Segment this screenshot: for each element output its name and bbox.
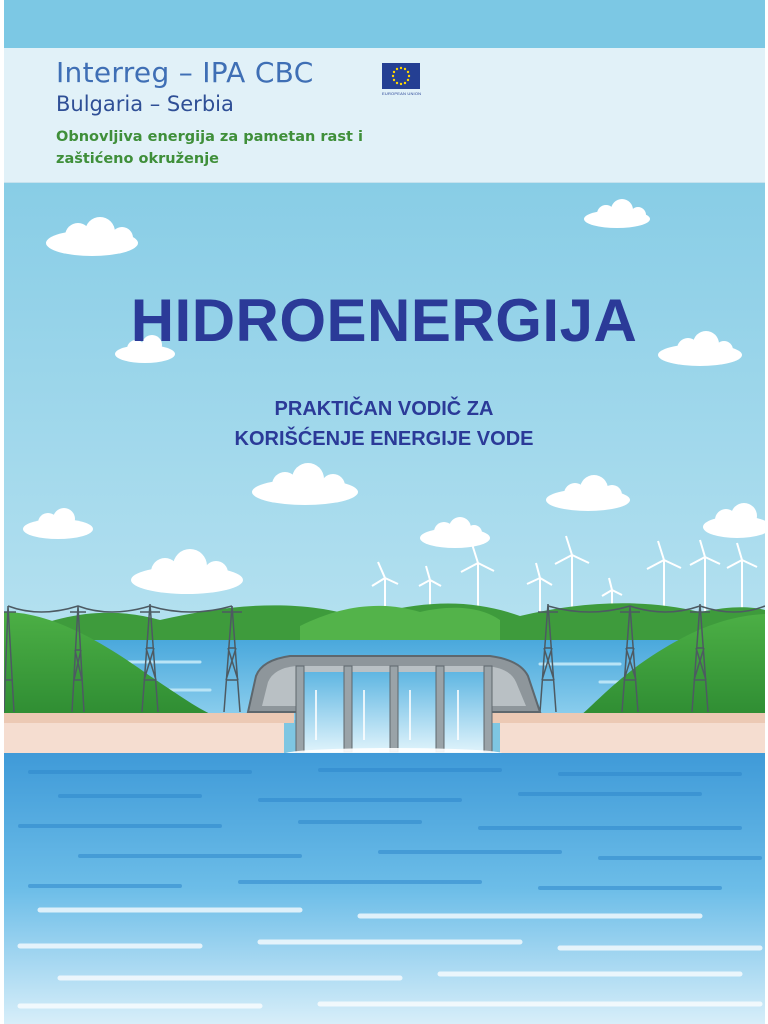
cover-title: HIDROENERGIJA xyxy=(130,287,638,354)
left-embankment-top xyxy=(4,713,294,723)
cover-subtitle xyxy=(0,394,768,454)
eu-flag-icon xyxy=(382,63,420,89)
tagline-line-1: Obnovljiva energija za pametan rast i xyxy=(56,129,363,145)
page-margin-left xyxy=(0,0,4,1024)
dam-icon xyxy=(248,656,540,752)
program-countries: Bulgaria – Serbia xyxy=(56,92,234,116)
right-embankment xyxy=(500,723,765,753)
program-banner xyxy=(4,48,765,183)
subtitle-line-1: PRAKTIČAN VODIČ ZA xyxy=(274,398,494,420)
eu-label: EUROPEAN UNION xyxy=(382,91,422,96)
left-embankment xyxy=(4,723,284,753)
right-embankment-top xyxy=(490,713,765,723)
subtitle-line-2: KORIŠĆENJE ENERGIJE VODE xyxy=(234,428,534,450)
top-sky-band xyxy=(4,0,765,48)
program-tagline xyxy=(56,126,416,170)
tagline-line-2: zaštićeno okruženje xyxy=(56,151,219,167)
program-name: Interreg – IPA CBC xyxy=(56,56,314,89)
